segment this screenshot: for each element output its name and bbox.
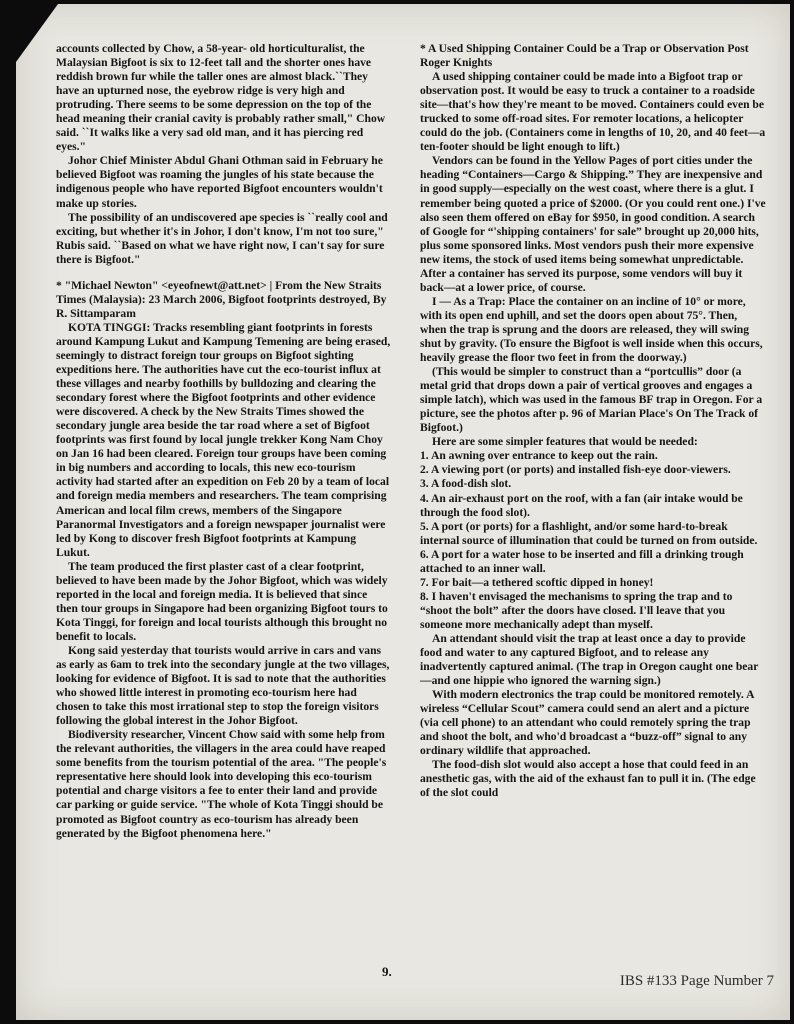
article-paragraph: Biodiversity researcher, Vincent Chow said with some help from the relevant authorities, the villagers in the area could have reaped some benefits from the tourism potential of the area. "The people's representative here should look into developing this eco-tourism potential and charge visitors a fee to enter their land and provide car parking or guide service. "The whole of Kota Tinggi should be promoted as Bigfoot country as eco-tourism has already been generated by the Bigfoot phenomena here." bbox=[56, 728, 387, 840]
article-paragraph: With modern electronics the trap could be monitored remotely. A wireless “Cellular Scout” camera could send an alert and a picture (via cell phone) to an attendant who could remotely spring the trap and shoot the bolt, and who'd broadcast a “buzz-off” signal to any ordinary wildlife that approached. bbox=[420, 688, 754, 758]
article-paragraph: Kong said yesterday that tourists would arrive in cars and vans as early as 6am to trek into the secondary jungle at the two villages, looking for evidence of Bigfoot. It is sad to note that the authorities who showed little interest in promoting eco-tourism here had chosen to take this most irrational step to stop the foreign visitors following the global interest in the Johor Bigfoot. bbox=[56, 643, 390, 728]
article-paragraph: The possibility of an undiscovered ape species is ``really cool and exciting, but whether it's in Johor, I don't know, I'm not too sure," Rubis said. ``Based on what we have right now, I can't say for sure there is Bigfoot." bbox=[56, 210, 388, 266]
article-paragraph: Johor Chief Minister Abdul Ghani Othman said in February he believed Bigfoot was roaming the jungles of his state because the indigenous people who have reported Bigfoot encounters wouldn't make up stories. bbox=[56, 154, 383, 210]
article-paragraph: Here are some simpler features that would be needed: bbox=[432, 435, 698, 449]
article-paragraph: The team produced the first plaster cast of a clear footprint, believed to have been made by the Johor Bigfoot, which was widely reported in the local and foreign media. It is believed that since then tour groups in Singapore had been organizing Bigfoot tours to Kota Tinggi, for foreign and local tourists although this brought no benefit to locals. bbox=[56, 559, 388, 643]
article-paragraph: An attendant should visit the trap at least once a day to provide food and water to any captured Bigfoot, and to release any inadvertently captured animal. (The trap in Oregon caught one bear—and one hippie who ignored the warning sign.) bbox=[420, 631, 759, 688]
article-paragraph: (This would be simpler to construct than a “portcullis” door (a metal grid that drops down a pair of vertical grooves and engages a simple latch), which was used in the famous BF trap in Oregon. For a picture, see the photos after p. 96 of Marian Place's On The Track of Bigfoot.) bbox=[420, 365, 763, 435]
folded-corner bbox=[16, 4, 58, 62]
article-source-line: * "Michael Newton" <eyeofnewt@att.net> | From the New Straits Times (Malaysia): 23 March 2006, Bigfoot footprints destroyed, By R. Sittamparam bbox=[56, 278, 387, 320]
left-column bbox=[56, 42, 391, 841]
list-item: 2. A viewing port (or ports) and installed fish-eye door-viewers. bbox=[420, 463, 731, 477]
issue-footer: IBS #133 Page Number 7 bbox=[619, 973, 774, 989]
page-number: 9. bbox=[382, 964, 392, 979]
list-item: 6. A port for a water hose to be inserted and fill a drinking trough attached to an inner wall. bbox=[420, 547, 744, 575]
article-heading: * A Used Shipping Container Could be a Trap or Observation Post Roger Knights bbox=[420, 42, 749, 70]
feature-list bbox=[420, 449, 766, 632]
article-paragraph: A used shipping container could be made into a Bigfoot trap or observation post. It would be easy to truck a container to a roadside site—that's how they're meant to be moved. Containers could even be trucked to some off-road sites. For remoter locations, a helicopter could do the job. (Containers come in lengths of 10, 20, and 40 feet—a ten-footer should be light enough to lift.) bbox=[420, 70, 766, 154]
article-paragraph: The food-dish slot would also accept a hose that could feed in an anesthetic gas, with the aid of the exhaust fan to pull it in. (The edge of the slot could bbox=[420, 758, 756, 800]
list-item: 5. A port (or ports) for a flashlight, and/or some hard-to-break internal source of illumination that could be turned on from outside. bbox=[420, 519, 758, 547]
list-item: 8. I haven't envisaged the mechanisms to spring the trap and to “shoot the bolt” after the doors have closed. I'll leave that you someone more mechanically adept than myself. bbox=[420, 589, 733, 631]
article-paragraph: accounts collected by Chow, a 58-year- old horticulturalist, the Malaysian Bigfoot is six to 12-feet tall and the shorter ones have reddish brown fur while the taller ones are almost black.``They have an upturned nose, the eyebrow ridge is very high and protruding. There seems to be some depression on the top of the head meaning their cranial cavity is probably rather small," Chow said. ``It walks like a very sad old man, and it has piercing red eyes." bbox=[56, 42, 386, 154]
list-item: 1. An awning over entrance to keep out the rain. bbox=[420, 449, 658, 463]
list-item: 7. For bait—a tethered scoftic dipped in honey! bbox=[420, 575, 654, 589]
article-paragraph: Vendors can be found in the Yellow Pages of port cities under the heading “Containers—Cargo & Shipping.” They are inexpensive and in good supply—especially on the west coast, where there is a glut. I remember being quoted a price of $2000. (Or you could rent one.) I've also seen them offered on eBay for $950, in good condition. A search of Google for “'shipping containers' for sale” brought up 20,000 hits, plus some sponsored links. Most vendors push their more expensive new items, the stock of used items being somewhat unpredictable. After a container has served its purpose, some vendors will buy it back—at a lower price, of course. bbox=[420, 154, 766, 294]
article-paragraph: I — As a Trap: Place the container on an incline of 10° or more, with its open end uphill, and set the doors open about 75°. Then, when the trap is sprung and the doors are released, they will swing shut by gravity. (To ensure the Bigfoot is well inside when this occurs, heavily grease the floor two feet in from the doorway.) bbox=[420, 294, 763, 365]
right-column bbox=[420, 42, 766, 801]
article-paragraph: KOTA TINGGI: Tracks resembling giant footprints in forests around Kampung Lukut and Kampung Temening are being erased, seemingly to distract foreign tour groups on Bigfoot sighting expeditions here. The authorities have cut the eco-tourist influx at these villages and nearby foothills by bulldozing and clearing the secondary forest where the Bigfoot footprints and other evidence were discovered. A check by the New Straits Times showed the secondary jungle area beside the tar road where a set of Bigfoot footprints was first found by local jungle trekker Kong Nam Choy on Jan 16 had been cleared. Foreign tour groups have been coming in big numbers and according to locals, this new eco-tourism activity had started after an expedition on Feb 20 by a team of local and foreign media members and researchers. The team comprising American and local film crews, members of the Singapore Paranormal Investigators and a foreign newspaper journalist were led by Kong to discover fresh Bigfoot footprints at Kampung Lukut. bbox=[56, 320, 391, 559]
list-item: 3. A food-dish slot. bbox=[420, 477, 512, 491]
list-item: 4. An air-exhaust port on the roof, with a fan (air intake would be through the food slot). bbox=[420, 491, 743, 519]
